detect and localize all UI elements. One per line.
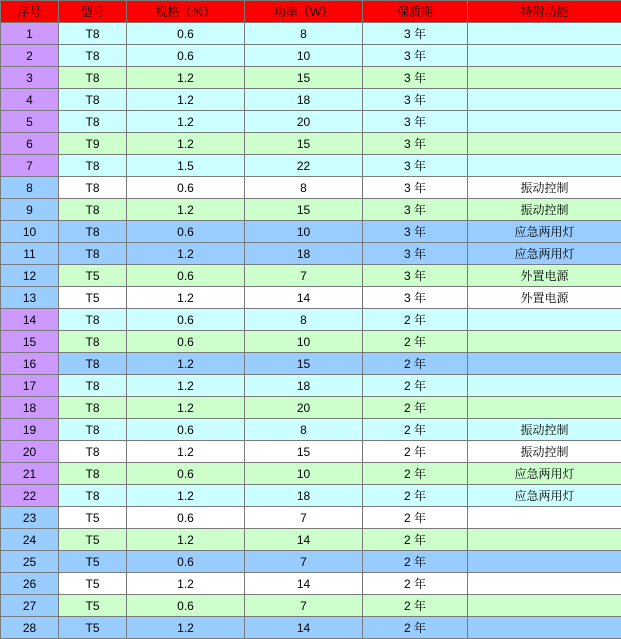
cell-feature: 振动控制 <box>468 441 621 463</box>
cell-feature <box>468 353 621 375</box>
cell-power: 15 <box>245 353 363 375</box>
cell-model: T8 <box>59 463 127 485</box>
cell-power: 15 <box>245 199 363 221</box>
cell-power: 15 <box>245 67 363 89</box>
cell-warranty: 2 年 <box>363 463 468 485</box>
cell-model: T8 <box>59 199 127 221</box>
cell-spec: 0.6 <box>127 177 245 199</box>
cell-no: 16 <box>1 353 59 375</box>
cell-model: T5 <box>59 265 127 287</box>
cell-no: 6 <box>1 133 59 155</box>
table-row <box>1 507 621 529</box>
table-row <box>1 111 621 133</box>
cell-feature <box>468 331 621 353</box>
cell-no: 4 <box>1 89 59 111</box>
cell-no: 15 <box>1 331 59 353</box>
table-header-row <box>1 1 621 23</box>
table-row <box>1 375 621 397</box>
table-row <box>1 177 621 199</box>
cell-no: 26 <box>1 573 59 595</box>
cell-spec: 1.2 <box>127 375 245 397</box>
cell-spec: 0.6 <box>127 221 245 243</box>
cell-spec: 1.2 <box>127 353 245 375</box>
table-row <box>1 331 621 353</box>
cell-warranty: 3 年 <box>363 221 468 243</box>
cell-feature <box>468 155 621 177</box>
cell-model: T5 <box>59 287 127 309</box>
cell-power: 10 <box>245 463 363 485</box>
cell-model: T8 <box>59 177 127 199</box>
cell-feature: 振动控制 <box>468 419 621 441</box>
cell-warranty: 2 年 <box>363 441 468 463</box>
cell-spec: 0.6 <box>127 331 245 353</box>
table-row <box>1 551 621 573</box>
cell-model: T5 <box>59 617 127 639</box>
table-body <box>1 23 621 639</box>
cell-model: T8 <box>59 45 127 67</box>
cell-feature: 应急两用灯 <box>468 485 621 507</box>
table-row <box>1 463 621 485</box>
table-row <box>1 309 621 331</box>
cell-power: 22 <box>245 155 363 177</box>
cell-feature <box>468 551 621 573</box>
column-header-spec: 规格（米） <box>127 1 245 23</box>
cell-no: 17 <box>1 375 59 397</box>
table-row <box>1 441 621 463</box>
cell-power: 14 <box>245 573 363 595</box>
cell-warranty: 2 年 <box>363 485 468 507</box>
cell-no: 3 <box>1 67 59 89</box>
cell-model: T8 <box>59 419 127 441</box>
cell-warranty: 2 年 <box>363 551 468 573</box>
cell-power: 18 <box>245 89 363 111</box>
cell-no: 23 <box>1 507 59 529</box>
cell-model: T8 <box>59 331 127 353</box>
cell-model: T8 <box>59 111 127 133</box>
table-row <box>1 155 621 177</box>
cell-no: 11 <box>1 243 59 265</box>
table-row <box>1 419 621 441</box>
cell-no: 13 <box>1 287 59 309</box>
table-row <box>1 199 621 221</box>
cell-feature: 应急两用灯 <box>468 221 621 243</box>
cell-power: 14 <box>245 529 363 551</box>
table-row <box>1 243 621 265</box>
cell-power: 18 <box>245 375 363 397</box>
cell-feature <box>468 397 621 419</box>
cell-warranty: 3 年 <box>363 67 468 89</box>
cell-feature <box>468 309 621 331</box>
table-row <box>1 67 621 89</box>
cell-power: 10 <box>245 331 363 353</box>
cell-feature <box>468 89 621 111</box>
cell-feature: 振动控制 <box>468 199 621 221</box>
cell-feature <box>468 45 621 67</box>
cell-model: T5 <box>59 595 127 617</box>
column-header-no: 序号 <box>1 1 59 23</box>
cell-spec: 1.5 <box>127 155 245 177</box>
table-row <box>1 221 621 243</box>
cell-feature <box>468 133 621 155</box>
table-row <box>1 595 621 617</box>
cell-spec: 0.6 <box>127 265 245 287</box>
cell-spec: 0.6 <box>127 507 245 529</box>
cell-power: 18 <box>245 243 363 265</box>
cell-spec: 1.2 <box>127 243 245 265</box>
cell-power: 10 <box>245 45 363 67</box>
cell-no: 8 <box>1 177 59 199</box>
cell-warranty: 3 年 <box>363 177 468 199</box>
cell-warranty: 2 年 <box>363 595 468 617</box>
cell-warranty: 3 年 <box>363 199 468 221</box>
cell-no: 5 <box>1 111 59 133</box>
table-row <box>1 397 621 419</box>
cell-no: 27 <box>1 595 59 617</box>
cell-warranty: 2 年 <box>363 617 468 639</box>
cell-spec: 1.2 <box>127 133 245 155</box>
cell-feature <box>468 573 621 595</box>
cell-feature <box>468 111 621 133</box>
cell-power: 14 <box>245 617 363 639</box>
cell-warranty: 2 年 <box>363 397 468 419</box>
cell-no: 1 <box>1 23 59 45</box>
cell-warranty: 2 年 <box>363 331 468 353</box>
cell-warranty: 3 年 <box>363 23 468 45</box>
cell-no: 7 <box>1 155 59 177</box>
cell-feature <box>468 67 621 89</box>
cell-model: T9 <box>59 133 127 155</box>
table-row <box>1 287 621 309</box>
cell-spec: 0.6 <box>127 463 245 485</box>
cell-model: T8 <box>59 485 127 507</box>
cell-no: 10 <box>1 221 59 243</box>
cell-model: T5 <box>59 551 127 573</box>
cell-power: 10 <box>245 221 363 243</box>
cell-model: T8 <box>59 375 127 397</box>
cell-no: 19 <box>1 419 59 441</box>
cell-model: T8 <box>59 353 127 375</box>
column-header-warranty: 保质期 <box>363 1 468 23</box>
cell-spec: 0.6 <box>127 309 245 331</box>
cell-no: 24 <box>1 529 59 551</box>
table-row <box>1 45 621 67</box>
table-row <box>1 573 621 595</box>
cell-warranty: 2 年 <box>363 375 468 397</box>
cell-no: 12 <box>1 265 59 287</box>
cell-warranty: 3 年 <box>363 155 468 177</box>
cell-spec: 1.2 <box>127 111 245 133</box>
cell-spec: 0.6 <box>127 45 245 67</box>
cell-feature <box>468 529 621 551</box>
cell-power: 15 <box>245 441 363 463</box>
cell-spec: 0.6 <box>127 23 245 45</box>
cell-feature <box>468 23 621 45</box>
cell-model: T8 <box>59 309 127 331</box>
cell-power: 7 <box>245 265 363 287</box>
cell-model: T8 <box>59 221 127 243</box>
column-header-model: 型号 <box>59 1 127 23</box>
cell-spec: 1.2 <box>127 617 245 639</box>
cell-warranty: 2 年 <box>363 309 468 331</box>
cell-warranty: 2 年 <box>363 529 468 551</box>
cell-warranty: 3 年 <box>363 243 468 265</box>
cell-spec: 1.2 <box>127 199 245 221</box>
cell-spec: 1.2 <box>127 573 245 595</box>
cell-warranty: 3 年 <box>363 265 468 287</box>
cell-warranty: 2 年 <box>363 507 468 529</box>
cell-no: 25 <box>1 551 59 573</box>
cell-power: 8 <box>245 419 363 441</box>
cell-power: 8 <box>245 23 363 45</box>
cell-model: T8 <box>59 397 127 419</box>
cell-power: 14 <box>245 287 363 309</box>
cell-spec: 0.6 <box>127 551 245 573</box>
cell-feature <box>468 375 621 397</box>
cell-feature: 应急两用灯 <box>468 463 621 485</box>
cell-power: 8 <box>245 177 363 199</box>
cell-feature: 外置电源 <box>468 265 621 287</box>
cell-warranty: 2 年 <box>363 573 468 595</box>
table-row <box>1 617 621 639</box>
cell-model: T8 <box>59 23 127 45</box>
cell-feature <box>468 507 621 529</box>
cell-spec: 0.6 <box>127 595 245 617</box>
column-header-power: 功率（W） <box>245 1 363 23</box>
cell-no: 22 <box>1 485 59 507</box>
cell-feature <box>468 617 621 639</box>
cell-model: T8 <box>59 441 127 463</box>
table-row <box>1 23 621 45</box>
cell-power: 8 <box>245 309 363 331</box>
cell-warranty: 2 年 <box>363 419 468 441</box>
column-header-feature: 特附功能 <box>468 1 621 23</box>
cell-spec: 0.6 <box>127 419 245 441</box>
cell-no: 2 <box>1 45 59 67</box>
cell-spec: 1.2 <box>127 529 245 551</box>
table-row <box>1 529 621 551</box>
cell-power: 7 <box>245 551 363 573</box>
cell-spec: 1.2 <box>127 397 245 419</box>
table-row <box>1 485 621 507</box>
cell-spec: 1.2 <box>127 441 245 463</box>
cell-power: 20 <box>245 397 363 419</box>
cell-power: 18 <box>245 485 363 507</box>
cell-spec: 1.2 <box>127 485 245 507</box>
cell-feature: 振动控制 <box>468 177 621 199</box>
cell-model: T8 <box>59 155 127 177</box>
cell-feature: 外置电源 <box>468 287 621 309</box>
cell-warranty: 3 年 <box>363 287 468 309</box>
cell-power: 20 <box>245 111 363 133</box>
cell-no: 21 <box>1 463 59 485</box>
cell-no: 9 <box>1 199 59 221</box>
cell-power: 7 <box>245 595 363 617</box>
cell-warranty: 3 年 <box>363 45 468 67</box>
table-row <box>1 265 621 287</box>
cell-no: 20 <box>1 441 59 463</box>
table-row <box>1 133 621 155</box>
cell-power: 7 <box>245 507 363 529</box>
cell-spec: 1.2 <box>127 287 245 309</box>
cell-spec: 1.2 <box>127 67 245 89</box>
table-row <box>1 89 621 111</box>
cell-model: T8 <box>59 89 127 111</box>
cell-no: 14 <box>1 309 59 331</box>
cell-feature <box>468 595 621 617</box>
cell-warranty: 3 年 <box>363 111 468 133</box>
cell-spec: 1.2 <box>127 89 245 111</box>
table-row <box>1 353 621 375</box>
cell-warranty: 2 年 <box>363 353 468 375</box>
cell-no: 28 <box>1 617 59 639</box>
cell-feature: 应急两用灯 <box>468 243 621 265</box>
cell-power: 15 <box>245 133 363 155</box>
cell-warranty: 3 年 <box>363 89 468 111</box>
cell-model: T8 <box>59 67 127 89</box>
cell-model: T5 <box>59 507 127 529</box>
cell-no: 18 <box>1 397 59 419</box>
cell-model: T8 <box>59 243 127 265</box>
cell-model: T5 <box>59 529 127 551</box>
cell-warranty: 3 年 <box>363 133 468 155</box>
cell-model: T5 <box>59 573 127 595</box>
